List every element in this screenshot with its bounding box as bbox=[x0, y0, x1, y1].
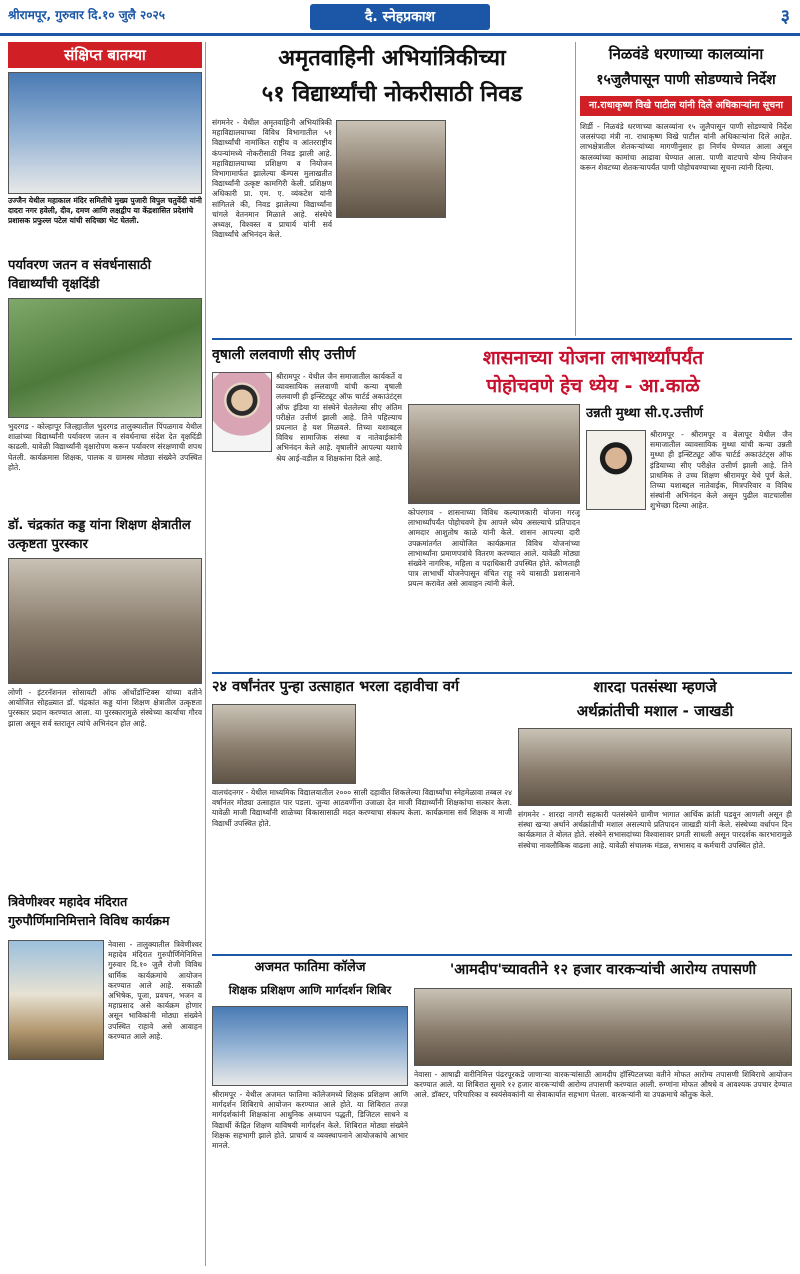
yojana-photo bbox=[408, 404, 580, 504]
ajmat-headline-1: अजमत फातिमा कॉलेज bbox=[254, 960, 366, 975]
vrushali-photo bbox=[212, 372, 272, 452]
vrushali-headline: वृषाली ललवाणी सीए उत्तीर्ण bbox=[212, 347, 356, 363]
unnati-headline: उन्नती मुथ्था सी.ए.उत्तीर्ण bbox=[586, 406, 703, 421]
guru-photo bbox=[8, 940, 104, 1060]
yojana-headline-1: शासनाच्या योजना लाभार्थ्यांपर्यंत bbox=[482, 347, 704, 369]
vrushali-body: श्रीरामपूर - येथील जैन समाजातील कार्यकर्ते व व्यावसायिक ललवाणी यांची कन्या वृषाली ललवाणी ही इन्स्टिट्यूट ऑफ चार्टर्ड अकाउंटंट्स ऑफ इंडिया या संस्थेने घेतलेल्या सीए अंतिम परीक्षेत उत्तीर्ण झाली आहे. तिने पहिल्याच प्रयत्नात हे यश मिळवले. तिच्या यशाबद्दल विविध सामाजिक संस्था व नातेवाईकांनी अभिनंदन केले आहे. वृषालीने आपल्या यशाचे श्रेय आई-वडील व शिक्षकांना दिले आहे. bbox=[276, 372, 402, 463]
sharada-body: संगमनेर - शारदा नागरी सहकारी पतसंस्थेने ग्रामीण भागात आर्थिक क्रांती घडवून आणली असून ही संस्था खऱ्या अर्थाने अर्थक्रांतीची मशाल असल्याचे प्रतिपादन जाखडी यांनी केले. संस्थेच्या वर्धापन दिन कार्यक्रमात ते बोलत होते. संस्थेने सभासदांच्या विश्वासावर प्रगती साधली असून पारदर्शक कारभारामुळे संस्थेचा नावलौकिक वाढला आहे. यावेळी संचालक मंडळ, सभासद व कर्मचारी उपस्थित होते. bbox=[518, 810, 792, 850]
award-photo bbox=[8, 558, 202, 684]
yojana-body: कोपरगाव - शासनाच्या विविध कल्याणकारी योजना गरजू लाभार्थ्यांपर्यंत पोहोचवणे हेच आपले ध्येय असल्याचे प्रतिपादन आमदार आशुतोष काळे यांनी केले. शासन आपल्या दारी उपक्रमांतर्गत आयोजित कार्यक्रमात विविध योजनांच्या लाभार्थ्यांना प्रमाणपत्रांचे वितरण करण्यात आले. यावेळी मोठ्या संख्येने नागरिक, महिला व पदाधिकारी उपस्थित होते. कोणताही पात्र लाभार्थी योजनेपासून वंचित राहू नये यासाठी प्रशासनाने प्रयत्न करावेत असे आवाहन त्यांनी केले. bbox=[408, 508, 580, 589]
sharada-photo bbox=[518, 728, 792, 806]
environment-headline: पर्यावरण जतन व संवर्धनासाठी विद्यार्थ्यांची वृक्षदिंडी bbox=[8, 258, 151, 292]
unnati-body: श्रीरामपूर - श्रीरामपूर व बेलापूर येथील जैन समाजातील व्यावसायिक मुथ्था यांची कन्या उन्नती मुथ्था ही इन्स्टिट्यूट ऑफ चार्टर्ड अकाउंटंट्स ऑफ इंडियाच्या सीए परीक्षेत उत्तीर्ण झाली आहे. तिने प्राथमिक ते उच्च शिक्षण श्रीरामपूर येथे पूर्ण केले. तिच्या यशाबद्दल नातेवाईक, मित्रपरिवार व विविध संस्थांनी अभिनंदन केले असून पुढील वाटचालीस शुभेच्छा दिल्या आहेत. bbox=[650, 430, 792, 511]
ajmat-headline-2: शिक्षक प्रशिक्षण आणि मार्गदर्शन शिबिर bbox=[228, 983, 392, 997]
date-line: श्रीरामपूर, गुरुवार दि.१० जुलै २०२५ bbox=[8, 8, 165, 22]
ajmat-body: श्रीरामपूर - येथील अजमत फातिमा कॉलेजमध्ये शिक्षक प्रशिक्षण आणि मार्गदर्शन शिबिराचे आयोजन करण्यात आले होते. या शिबिरात तज्ज्ञ मार्गदर्शकांनी शिक्षकांना आधुनिक अध्यापन पद्धती, डिजिटल साधने व विद्यार्थी केंद्रित शिक्षण याविषयी मार्गदर्शन केले. शिबिरात मोठ्या संख्येने शिक्षक सहभागी झाले होते. प्राचार्य व व्यवस्थापनाने आयोजकांचे आभार मानले. bbox=[212, 1090, 408, 1151]
amrutvahini-headline-2: ५१ विद्यार्थ्यांची नोकरीसाठी निवड bbox=[261, 82, 523, 107]
nilwande-subhead: ना.राधाकृष्ण विखे पाटील यांनी दिले अधिकाऱ्यांना सूचना bbox=[580, 96, 792, 116]
unnati-photo bbox=[586, 430, 646, 510]
aamdeep-body: नेवासा - आषाढी वारीनिमित्त पंढरपूरकडे जाणाऱ्या वारकऱ्यांसाठी आमदीप हॉस्पिटलच्या वतीने मोफत आरोग्य तपासणी शिबिराचे आयोजन करण्यात आले. या शिबिरात सुमारे १२ हजार वारकऱ्यांची आरोग्य तपासणी करण्यात आली. रुग्णांना मोफत औषधे व आवश्यक उपचार देण्यात आले. डॉक्टर, परिचारिका व स्वयंसेवकांनी या सेवाकार्यात सहभाग घेतला. वारकऱ्यांनी या उपक्रमाचे कौतुक केले. bbox=[414, 1070, 792, 1100]
sharada-headline-2: अर्थक्रांतीची मशाल - जाखडी bbox=[576, 702, 734, 720]
nilwande-body: शिर्डी - निळवंडे धरणाच्या कालव्यांना १५ जुलैपासून पाणी सोडण्याचे निर्देश जलसंपदा मंत्री ना. राधाकृष्ण विखे पाटील यांनी अधिकाऱ्यांना दिले आहेत. लाभक्षेत्रातील शेतकऱ्यांच्या मागणीनुसार हा निर्णय घेण्यात आला असून कालव्यांच्या कामांचा आढावा घेण्यात आला. पाणी वाटपाचे योग्य नियोजन करून शेवटच्या शेतकऱ्यापर्यंत पाणी पोहोचवण्याच्या सूचना त्यांनी दिल्या. bbox=[580, 122, 792, 172]
aamdeep-photo bbox=[414, 988, 792, 1066]
dahavi-photo bbox=[212, 704, 356, 784]
nilwande-headline-1: निळवंडे धरणाच्या कालव्यांना bbox=[608, 45, 764, 63]
news-brief-title: संक्षिप्त बातम्या bbox=[8, 42, 202, 68]
dahavi-headline: २४ वर्षांनंतर पुन्हा उत्साहात भरला दहावीचा वर्ग bbox=[212, 679, 460, 695]
amrutvahini-headline-1: अमृतवाहिनी अभियांत्रिकीच्या bbox=[278, 46, 506, 71]
news-brief-photo bbox=[8, 72, 202, 194]
yojana-headline-2: पोहोचवणे हेच ध्येय - आ.काळे bbox=[486, 375, 700, 397]
guru-body: नेवासा - तालुक्यातील त्रिवेणीश्वर महादेव मंदिरात गुरुपौर्णिमेनिमित्त गुरुवार दि.१० जुलै रोजी विविध धार्मिक कार्यक्रमांचे आयोजन करण्यात आले आहे. सकाळी अभिषेक, पूजा, प्रवचन, भजन व महाप्रसाद असे कार्यक्रम होणार असून भाविकांनी मोठ्या संख्येने उपस्थित राहावे असे आवाहन करण्यात आले आहे. bbox=[108, 940, 202, 1041]
nilwande-headline-2: १५जुलैपासून पाणी सोडण्याचे निर्देश bbox=[596, 72, 776, 88]
ajmat-photo bbox=[212, 1006, 408, 1086]
award-headline: डॉ. चंद्रकांत कड्ड यांना शिक्षण क्षेत्रातील उत्कृष्टता पुरस्कार bbox=[8, 518, 191, 552]
award-body: लोणी - इंटरनॅशनल सोसायटी ऑफ ऑर्थोडॉन्टिक्स यांच्या वतीने आयोजित सोहळ्यात डॉ. चंद्रकांत कड्ड यांना शिक्षण क्षेत्रातील उत्कृष्टता पुरस्कार प्रदान करण्यात आला. या पुरस्कारामुळे संस्थेच्या कार्याचा गौरव झाला असून सर्व स्तरातून त्यांचे अभिनंदन होत आहे. bbox=[8, 688, 202, 728]
page-number: ३ bbox=[780, 6, 790, 27]
environment-photo bbox=[8, 298, 202, 418]
sharada-headline-1: शारदा पतसंस्था म्हणजे bbox=[593, 678, 717, 696]
amrutvahini-body: संगमनेर - येथील अमृतवाहिनी अभियांत्रिकी महाविद्यालयाच्या विविध विभागातील ५१ विद्यार्थ्यांची नामांकित राष्ट्रीय व आंतरराष्ट्रीय कंपन्यांमध्ये नोकरीसाठी निवड झाली आहे. महाविद्यालयाच्या प्रशिक्षण व नियोजन विभागामार्फत झालेल्या कॅम्पस मुलाखतीत विद्यार्थ्यांनी उत्कृष्ट कामगिरी केली. प्रशिक्षण अधिकारी प्रा. एम. ए. व्यंकटेश यांनी सांगितले की, निवड झालेल्या विद्यार्थ्यांना चांगले वेतनमान मिळाले आहे. संस्थेचे अध्यक्ष, विश्वस्त व प्राचार्य यांनी सर्व विद्यार्थ्यांचे अभिनंदन केले. bbox=[212, 118, 332, 240]
aamdeep-headline: 'आमदीप'च्यावतीने १२ हजार वारकऱ्यांची आरोग्य तपासणी bbox=[449, 962, 757, 978]
news-brief-caption: उज्जैन येथील महाकाल मंदिर समितीचे मुख्य पुजारी विपुल चतुर्वेदी यांनी दादरा नगर हवेली, दीव, दमण आणि लक्षद्वीप या केंद्रशासित प्रदेशांचे प्रशासक प्रफुल्ल पटेल यांची सदिच्छा भेट घेतली. bbox=[8, 196, 202, 225]
guru-headline: त्रिवेणीश्वर महादेव मंदिरात गुरुपौर्णिमानिमित्ताने विविध कार्यक्रम bbox=[8, 894, 170, 928]
page-header bbox=[0, 0, 800, 36]
environment-body: भुदरगड - कोल्हापूर जिल्ह्यातील भुदरगड तालुक्यातील पिंपळगाव येथील शाळांच्या विद्यार्थ्यांनी पर्यावरण जतन व संवर्धनाचा संदेश देत वृक्षदिंडी काढली. यावेळी विद्यार्थ्यांनी वृक्षारोपण करून पर्यावरण संरक्षणाची शपथ घेतली. कार्यक्रमास शिक्षक, पालक व ग्रामस्थ मोठ्या संख्येने उपस्थित होते. bbox=[8, 422, 202, 472]
dahavi-body: वालचंदनगर - येथील माध्यमिक विद्यालयातील २००० साली दहावीत शिकलेल्या विद्यार्थ्यांचा स्नेहमेळावा तब्बल २४ वर्षांनंतर मोठ्या उत्साहात पार पडला. जुन्या आठवणींना उजाळा देत माजी विद्यार्थ्यांनी शिक्षकांचा सत्कार केला. यावेळी माजी विद्यार्थ्यांनी शाळेच्या विकासासाठी मदत करण्याचा संकल्प केला. कार्यक्रमास सर्व शिक्षक व माजी विद्यार्थी उपस्थित होते. bbox=[212, 788, 512, 828]
amrutvahini-photo bbox=[336, 120, 446, 218]
masthead: दै. स्नेहप्रकाश bbox=[310, 4, 490, 30]
